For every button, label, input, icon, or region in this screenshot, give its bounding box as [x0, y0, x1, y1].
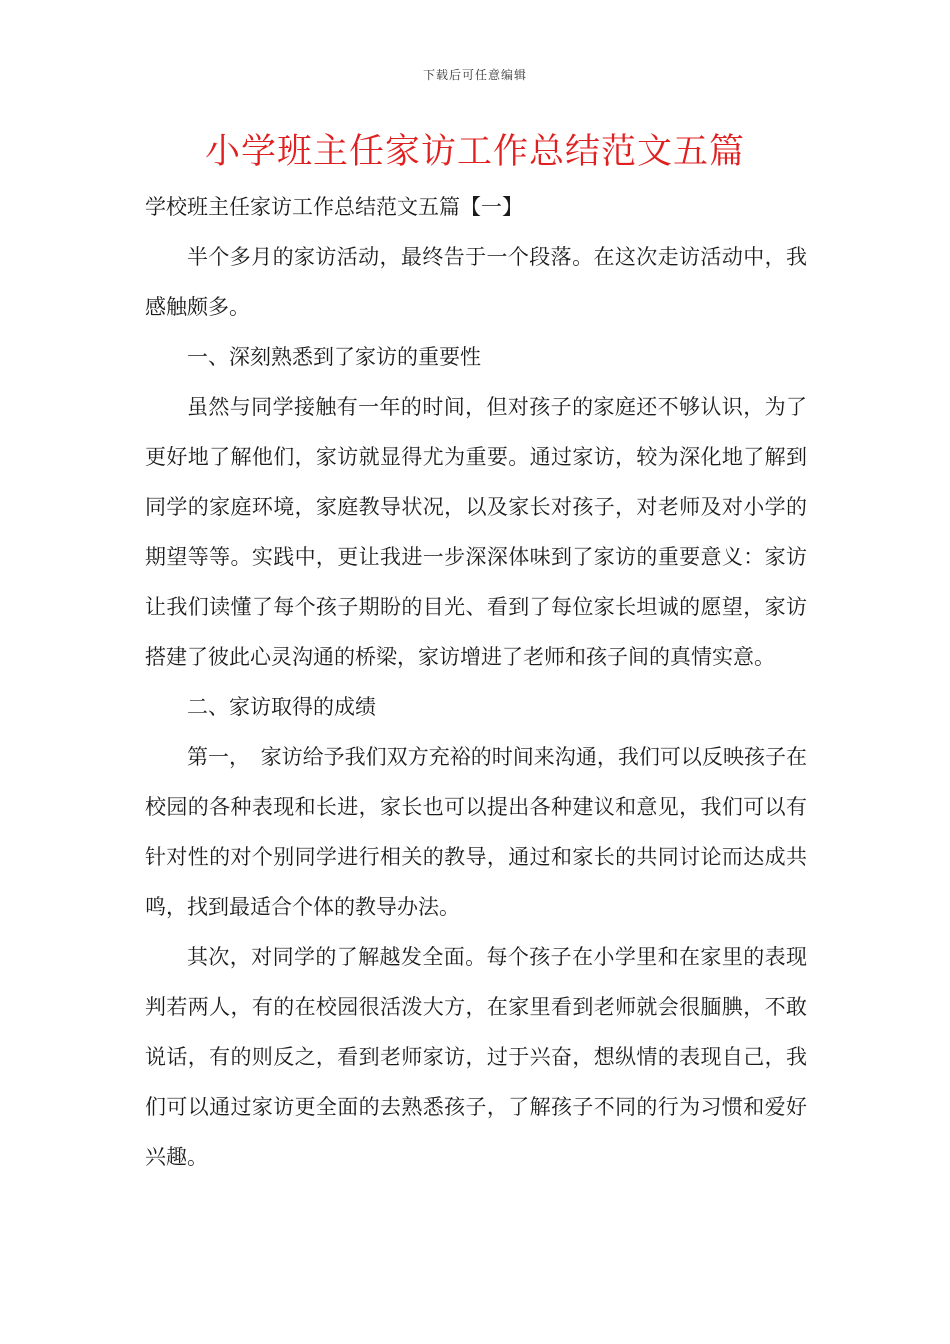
paragraph-first: 第一， 家访给予我们双方充裕的时间来沟通，我们可以反映孩子在校园的各种表现和长进，家长也可以提出各种建议和意见，我们可以有针对性的对个别同学进行相关的教导，通过和家长的共同讨论而达成共鸣，找到最适合个体的教导办法。 — [145, 745, 807, 919]
header-note: 下载后可任意编辑 — [422, 68, 527, 82]
section-heading: 学校班主任家访工作总结范文五篇【一】 — [145, 195, 523, 219]
paragraph-importance: 虽然与同学接触有一年的时间，但对孩子的家庭还不够认识，为了更好地了解他们，家访就显得尤为重要。通过家访，较为深化地了解到同学的家庭环境，家庭教导状况，以及家长对孩子，对老师及对小学的期望等等。实践中，更让我进一步深深体味到了家访的重要意义：家访让我们读懂了每个孩子期盼的目光、看到了每位家长坦诚的愿望，家访搭建了彼此心灵沟通的桥梁，家访增进了老师和孩子间的真情实意。 — [145, 395, 807, 669]
document-title: 小学班主任家访工作总结范文五篇 — [204, 132, 745, 172]
paragraph-second: 其次，对同学的了解越发全面。每个孩子在小学里和在家里的表现判若两人，有的在校园很活泼大方，在家里看到老师就会很腼腆，不敢说话，有的则反之，看到老师家访，过于兴奋，想纵情的表现自己，我们可以通过家访更全面的去熟悉孩子，了解孩子不同的行为习惯和爱好兴趣。 — [145, 945, 807, 1169]
document-body — [145, 182, 807, 1182]
sub-heading-1: 一、深刻熟悉到了家访的重要性 — [187, 345, 481, 369]
paragraph-intro: 半个多月的家访活动，最终告于一个段落。在这次走访活动中，我感触颇多。 — [145, 245, 807, 319]
sub-heading-2: 二、家访取得的成绩 — [187, 695, 376, 719]
